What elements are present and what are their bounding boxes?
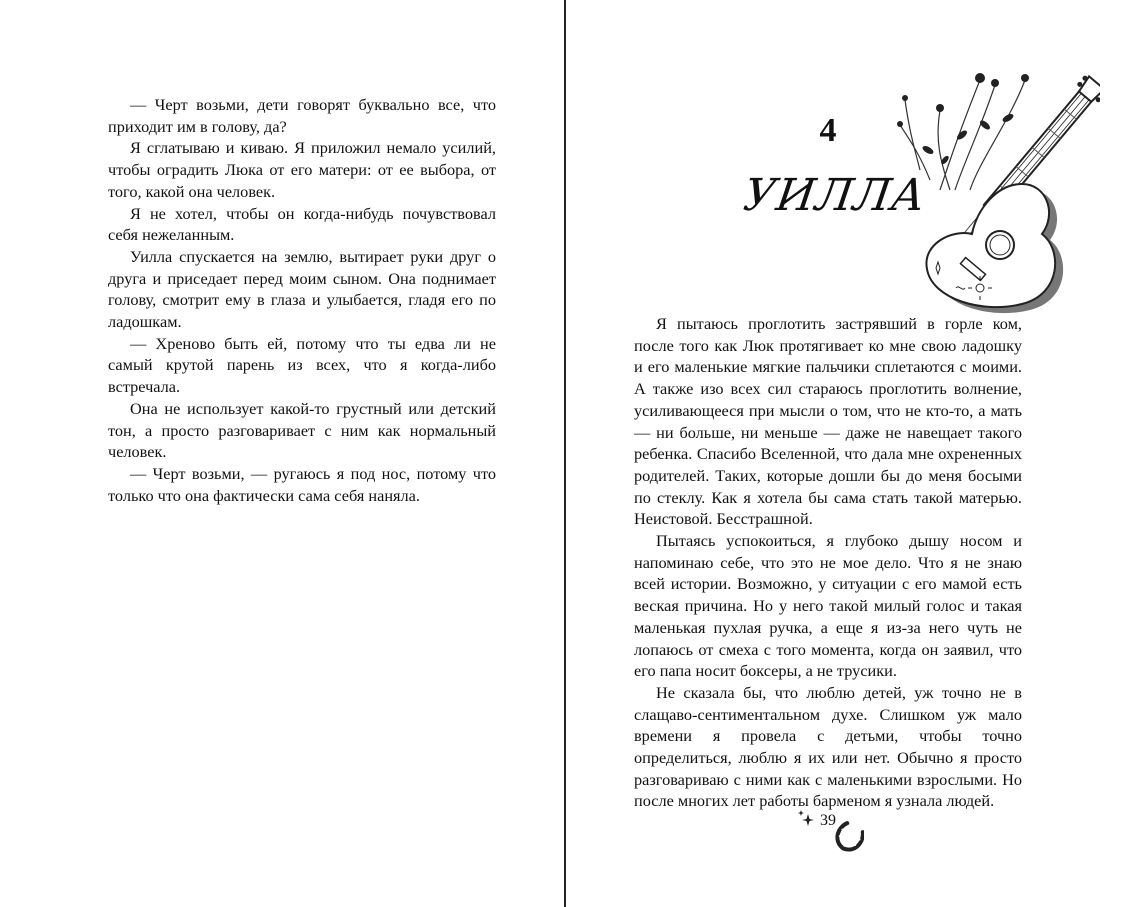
- page-number: 39: [820, 812, 836, 829]
- chapter-title: УИЛЛА: [740, 170, 930, 221]
- paragraph: — Черт возьми, дети говорят буквально все, что приходит им в голову, да?: [108, 95, 496, 136]
- sparkle-icon: [796, 808, 818, 830]
- paragraph: Я не хотел, чтобы он когда-нибудь почувствовал себя нежеланным.: [108, 203, 496, 245]
- paragraph: Не сказала бы, что люблю детей, уж точно не в слащаво-сентиментальном духе. Слишком уж мало времени я провела с детьми, чтобы точно определиться, люблю я их или нет. Обычно я просто разговариваю с ними как с маленькими взрослыми. Но после многих лет работы барменом я узнала людей.: [634, 682, 1022, 811]
- horseshoe-icon: [834, 820, 864, 854]
- page-folio: [796, 806, 876, 856]
- chapter-number: 4: [819, 112, 837, 149]
- left-page-text: [108, 94, 496, 506]
- paragraph: Я сглатываю и киваю. Я приложил немало усилий, чтобы оградить Люка от его матери: от ее выбора, от того, какой она человек.: [108, 138, 496, 201]
- paragraph: Она не использует какой-то грустный или детский тон, а просто разговаривает с ним как нормальный человек.: [108, 398, 496, 462]
- paragraph: Я пытаюсь проглотить застрявший в горле ком, после того как Люк протягивает ко мне свою ладошку и его маленькие мягкие пальчики сплетаются с моими. А также изо всех сил стараюсь проглотить волнение, усиливающееся при мысли о том, что не кто-то, а мать — ни больше, ни меньше — даже не навещает такого ребенка. Спасибо Вселенной, что дала мне охрененных родителей. Таких, которые дошли бы до меня босыми по стеклу. Как я хотела бы сама стать такой матерью. Неистовой. Бесстрашной.: [634, 314, 1022, 529]
- paragraph: — Хреново быть ей, потому что ты едва ли не самый крутой парень из всех, что я когда-либо встречала.: [108, 333, 496, 397]
- paragraph: Пытаясь успокоиться, я глубоко дышу носом и напоминаю себе, что это не мое дело. Что я не знаю всей истории. Возможно, у ситуации с его мамой есть веская причина. Но у него такой милый голос и такая маленькая пухлая ручка, а еще я из-за него чуть не лопаюсь от смеха с того момента, когда он заявил, что его папа носит боксеры, а не трусики.: [634, 531, 1022, 681]
- paragraph: Уилла спускается на землю, вытирает руки друг о друга и приседает перед моим сыном. Она поднимает голову, смотрит ему в глаза и улыбается, гладя его по ладошкам.: [108, 246, 496, 332]
- paragraph: — Черт возьми, — ругаюсь я под нос, потому что только что она фактически сама себя наняла.: [108, 463, 496, 505]
- right-page-text: [634, 313, 1022, 812]
